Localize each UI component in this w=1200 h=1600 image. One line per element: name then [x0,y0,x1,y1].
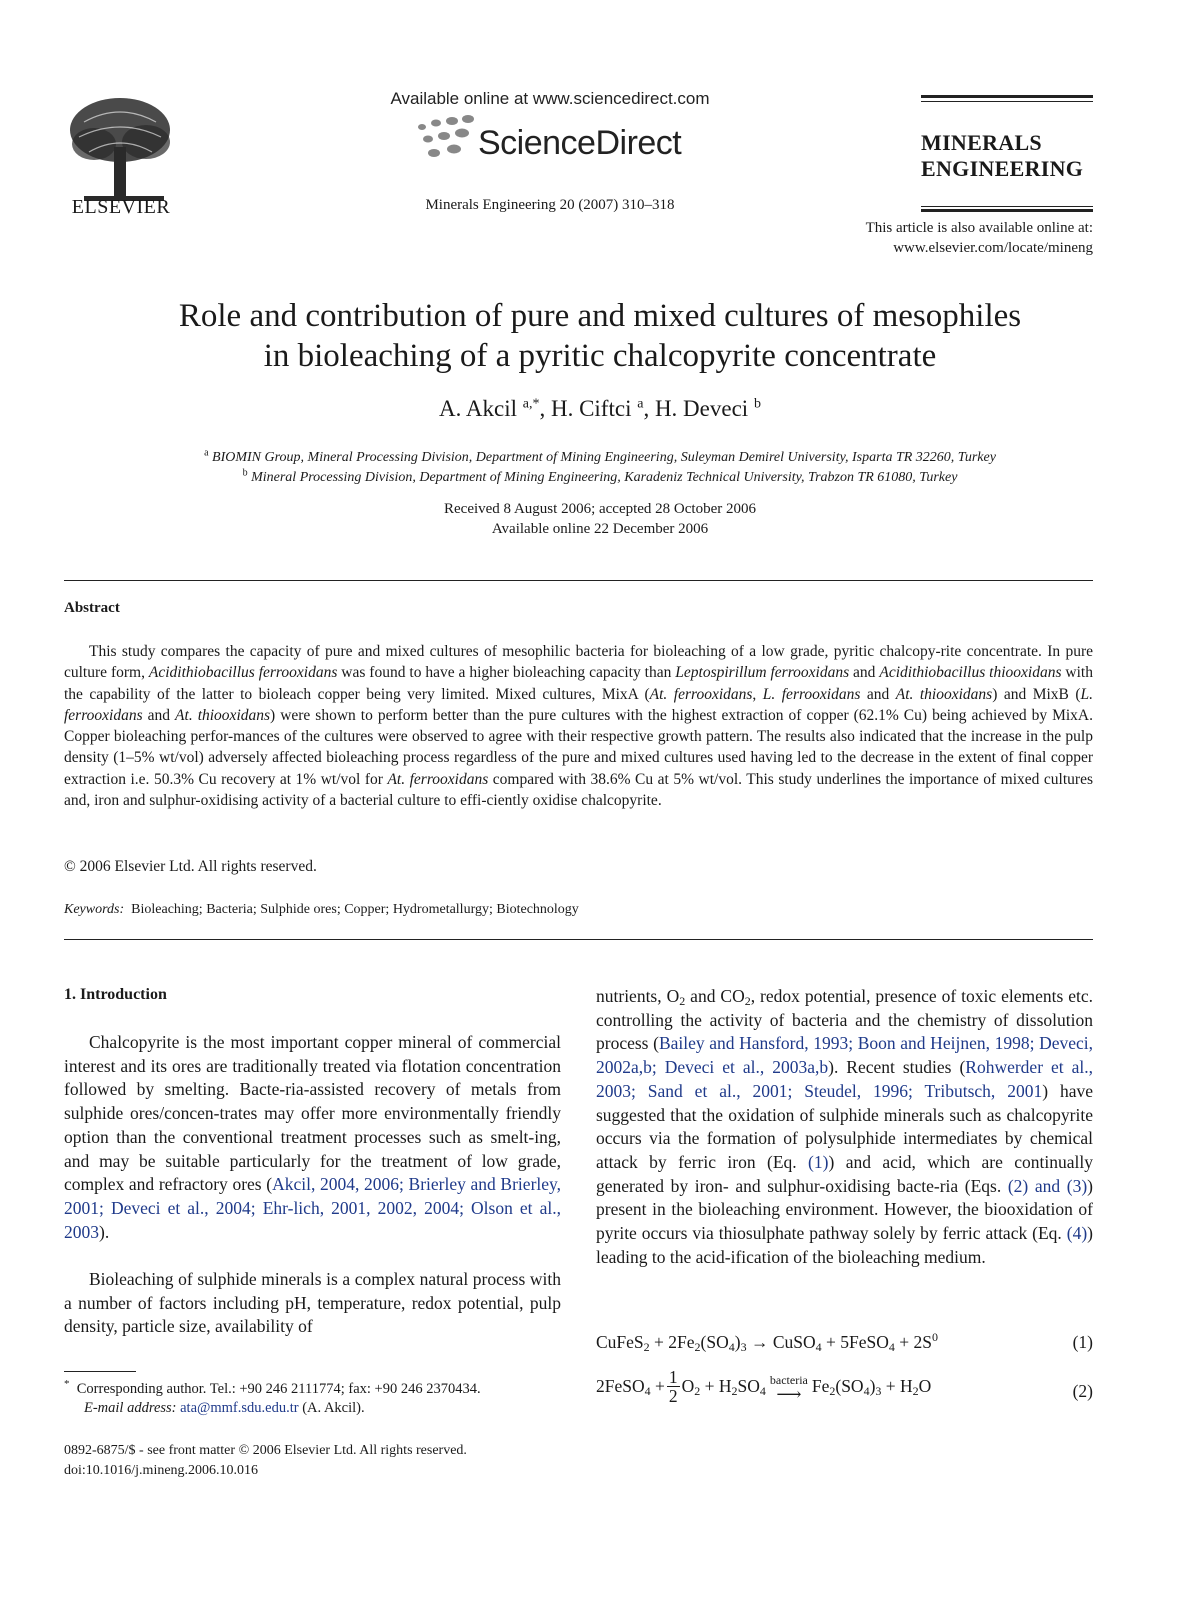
journal-citation: Minerals Engineering 20 (2007) 310–318 [425,197,675,213]
equation-link[interactable]: (1) [808,1151,829,1172]
journal-top-rule [921,95,1093,98]
species-name: At. ferrooxidans [649,685,753,703]
footnote-contact: Corresponding author. Tel.: +90 246 2111774; fax: +90 246 2370434. [76,1381,481,1397]
section-heading-introduction: 1. Introduction [64,986,167,1003]
affiliations [60,448,1140,488]
journal-name [921,130,1096,182]
equation-number: (1) [1072,1332,1093,1352]
available-online-text: Available online at www.sciencedirect.com [390,89,710,108]
intro-paragraph-2-continued: nutrients, $O_2$ and $CO_2$, redox potential, presence of toxic elements etc. controlling the activity of bacteria and the chemistry of dissolution process (Bailey and Hansford, 1993; Boon and Heijnen, 1998; Deveci, 2002a,b; Deveci et al., 2003a,b). Recent studies (Rohwerder et al., 2003; Sand et al., 2001; Steudel, 1996; Tributsch, 2001) have suggested that the oxidation of sulphide minerals such as chalcopyrite occurs via the formation of polysulphide intermediates by chemical attack by ferric iron (Eq. (1)) and acid, which are continually generated by iron- and sulphur-oxidising bacte-ria (Eqs. (2) and (3)) present in the bioleaching environment. However, the biooxidation of pyrite occurs via thiosulphate pathway solely by ferric attack (Eq. (4)) leading to the acid-ification of the bioleaching medium. [596,986,1093,1267]
author-list: A. Akcil $^{a,*}$, H. Ciftci $^a$, H. Deveci $^b$ [439,396,761,421]
abstract-run: This study compares the capacity of pure and mixed cultures of mesophilic bacteria for bioleaching of a low grade, pyritic chalcopy-rite concentrate. In pure culture form, [64,643,1093,682]
author-name: A. Akcil [439,396,517,421]
body-run: ). [99,1221,110,1242]
abstract-copyright: © 2006 Elsevier Ltd. All rights reserved. [64,858,317,875]
journal-bottom-rule [921,209,1093,212]
keywords-label: Keywords: [64,902,125,917]
abstract-bottom-rule [64,939,1093,940]
footnote-rule [64,1371,136,1372]
journal-bottom-rule-thin [921,206,1093,207]
corresponding-author-footnote [64,1380,564,1418]
equation-1: CuFeS$_2$ + $2Fe_2(SO_4)_3$ → CuSO$_4$ + 5FeSO$_4$ + $2S^0$ [596,1330,938,1354]
affiliation-b [60,468,1140,488]
citation-link[interactable]: Akcil, 2004, 2006; Brierley and Brierley, 2001; Deveci et al., 2004; Ehr-lich, 2001, 2002, 2004; Olson et al., 2003 [64,1174,562,1242]
also-available-note [866,218,1093,258]
sciencedirect-wordmark: ScienceDirect [478,124,682,162]
journal-url-link[interactable]: www.elsevier.com/locate/mineng [893,240,1093,256]
reaction-arrow-bacteria: bacteria ⟶ [769,1372,808,1404]
abstract-run: ) and MixB ( [992,685,1081,703]
journal-name-line1: MINERALS [921,130,1042,155]
email-label: E-mail address: [84,1400,177,1416]
species-name: L. ferrooxidans [64,685,1094,724]
front-matter-info [64,1441,467,1481]
species-name: Acidithiobacillus ferrooxidans [148,664,338,682]
article-title-line2: in bioleaching of a pyritic chalcopyrite concentrate [263,338,937,374]
body-run: Chalcopyrite is the most important copper mineral of commercial interest and its ores are traditionally treated via flotation concentration followed by smelting. Bacte-ria-assisted recovery of metals from sulphide ores/concen-trates may offer more environmentally friendly option than the conventional treatment processes such as smelt-ing, and may be suitable particularly for the treatment of low grade, complex and refractory ores ( [64,1032,561,1195]
email-suffix: (A. Akcil). [298,1400,365,1416]
email-link[interactable]: ata@mmf.sdu.edu.tr [180,1400,299,1416]
article-title-line1: Role and contribution of pure and mixed cultures of mesophiles [178,298,1022,334]
author-name: H. Ciftci [550,396,632,421]
equation-link[interactable]: (2) and (3) [1007,1175,1088,1196]
journal-name-line2: ENGINEERING [921,156,1084,181]
footnote-mark: * [64,1378,70,1391]
species-name: At. ferrooxidans [387,770,489,788]
citation-link[interactable]: Rohwerder et al., 2003; Sand et al., 2001; Steudel, 1996; Tributsch, 2001 [596,1057,1093,1101]
article-title [60,296,1140,376]
abstract-run: was found to have a higher bioleaching capacity than [337,664,676,682]
abstract-run: compared with 38.6% Cu at 5% wt/vol. This study underlines the importance of mixed cultures and, iron and sulphur-oxidising activity of a bacterial culture to effi-ciently oxidise chalcopyrite. [64,770,1093,810]
species-name: At. thiooxidans [175,706,271,724]
available-date: Available online 22 December 2006 [491,521,709,537]
affiliation-mark: b [242,467,248,479]
species-name: L. ferrooxidans [762,685,861,703]
affiliation-text: BIOMIN Group, Mineral Processing Division, Department of Mining Engineering, Suleyman Demirel University, Isparta TR 32260, Turkey [212,450,996,465]
keywords-list: Bioleaching; Bacteria; Sulphide ores; Copper; Hydrometallurgy; Biotechnology [131,902,579,917]
keywords [64,902,579,918]
author-affil-mark: a [637,396,644,412]
equation-number: (2) [1072,1381,1093,1401]
received-date: Received 8 August 2006; accepted 28 October 2006 [444,501,756,517]
intro-paragraph-1 [64,1031,561,1244]
abstract-run: , [752,685,763,703]
publisher-name: ELSEVIER [71,196,171,218]
journal-top-rule-thin [921,101,1093,102]
affiliation-text: Mineral Processing Division, Department of Mining Engineering, Karadeniz Technical University, Trabzon TR 61080, Turkey [251,470,958,485]
doi-line: doi:10.1016/j.mineng.2006.10.016 [64,1463,259,1478]
abstract-run: and [860,685,896,703]
abstract-run: with the capability of the latter to bioleach copper being very limited. Mixed cultures, MixA ( [64,664,1093,703]
equation-link[interactable]: (4) [1066,1223,1088,1244]
species-name: Leptospirillum ferrooxidans [675,664,850,682]
equation-2: 2FeSO$_4$ + $\frac{1}{2}$ $O_2 + H_2SO_4$ bacteria ⟶ $Fe_2(SO_4)_3 + H_2O$ [596,1367,932,1406]
citation-link[interactable]: Bailey and Hansford, 1993; Boon and Heijnen, 1998; Deveci, 2002a,b; Deveci et al., 2003a,b [596,1033,1093,1078]
species-name: Acidithiobacillus thiooxidans [879,664,1062,682]
fraction-one-half: $\frac{1}{2}$ [668,1367,678,1406]
affiliation-mark: a [204,447,209,459]
issn-line: 0892-6875/$ - see front matter © 2006 Elsevier Ltd. All rights reserved. [64,1443,467,1458]
also-available-label: This article is also available online at: [865,220,1093,236]
abstract-heading: Abstract [64,600,120,616]
article-dates [60,499,1140,539]
intro-paragraph-2: Bioleaching of sulphide minerals is a complex natural process with a number of factors including pH, temperature, redox potential, pulp density, particle size, availability of [64,1269,561,1337]
author-affil-mark: b [753,396,761,412]
author-name: H. Deveci [654,396,749,421]
abstract-top-rule [64,580,1093,581]
species-name: At. thiooxidans [895,685,993,703]
abstract-run: and [142,706,176,724]
abstract-run: and [849,664,880,682]
abstract-run: ) were shown to perform better than the pure cultures with the highest extraction of copper (62.1% Cu) being achieved by MixA. Copper bioleaching perfor-mances of the cultures were observed to agree with their respective growth pattern. The results also indicated that the increase in the pulp density (1–5% wt/vol) adversely affected bioleaching process regardless of the pure and mixed cultures used having led to the decrease in the extent of final copper extraction i.e. 50.3% Cu recovery at 1% wt/vol for [64,706,1093,788]
author-affil-mark: a,* [522,396,540,412]
abstract-text [64,641,1093,811]
affiliation-a [60,448,1140,468]
sciencedirect-dots-icon [410,113,480,163]
